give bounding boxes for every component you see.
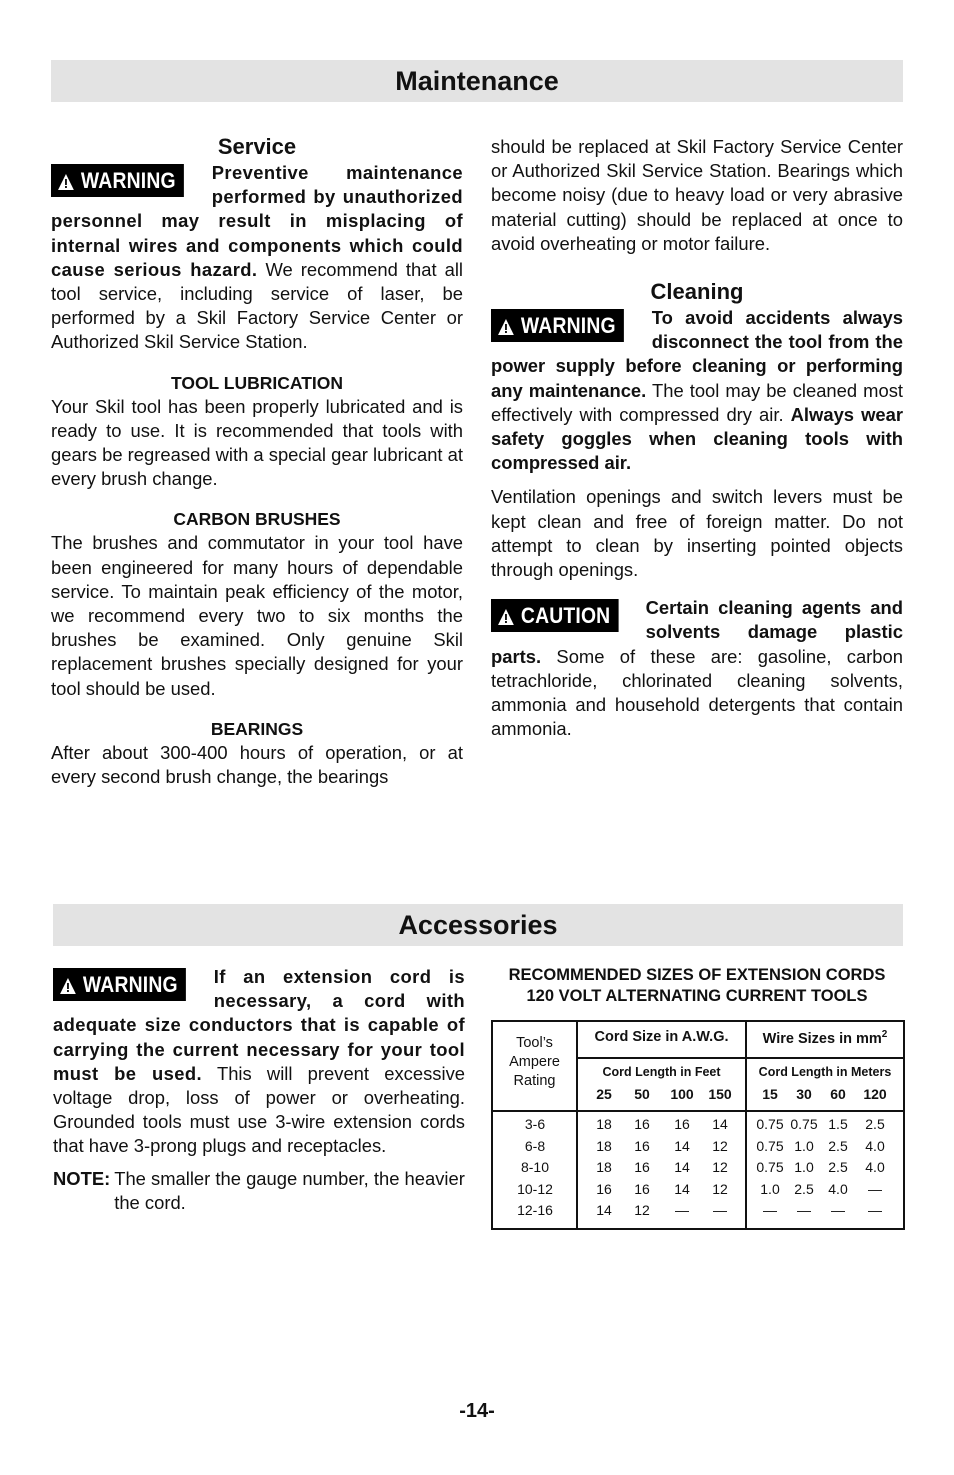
caution-bold: Certain cleaning agents and solvents damage plastic parts. [491, 597, 903, 667]
ampere-rating-header: Tool’s Ampere Rating [509, 1035, 560, 1089]
awg-cell: — [713, 1202, 727, 1219]
note-label: NOTE: [53, 1167, 111, 1189]
mm-cell: 4.0 [828, 1180, 848, 1197]
note [53, 1167, 465, 1215]
mm-cell: 1.0 [760, 1180, 780, 1197]
awg-cell: 16 [634, 1116, 650, 1132]
lubrication-text: Your Skil tool has been properly lubricated and is ready to use. It is recommended that tools with gears be regreased with a special gear lubricant at every brush change. [51, 395, 463, 490]
mm-cell: — [831, 1202, 845, 1219]
service-heading: Service [217, 134, 297, 159]
cleaning-warning-bold: To avoid accidents always disconnect the tool from the power supply before cleaning or performing any maintenance. [491, 307, 903, 401]
mm-cell: 0.75 [756, 1116, 784, 1132]
bearings-continued: should be replaced at Skil Factory Service Center or Authorized Skil Service Station. Bearings which become noisy (due to heavy load or very abrasive material cutting) should be replaced at once to avoid overheating or motor failure. [491, 136, 903, 254]
mm-cell: — [868, 1180, 882, 1197]
mm-cell: 1.0 [794, 1137, 814, 1154]
mm-cell: 2.5 [865, 1116, 885, 1132]
meters-column-header: 60 [830, 1086, 846, 1102]
service-warning-text: We recommend that all tool service, including service of laser, be performed by a Skil Factory Service Center or Authorized Skil Service Station. [51, 258, 463, 353]
brushes-heading: CARBON BRUSHES [173, 509, 341, 530]
caution-text: Some of these are: gasoline, carbon tetrachloride, chlorinated cleaning solvents, ammonia and household detergents that contain ammonia. [491, 645, 903, 740]
ventilation-text: Ventilation openings and switch levers must be kept clean and free of foreign matter. Do not attempt to clean by inserting pointed objects through openings. [491, 486, 903, 581]
ampere-rating-cell: 8-10 [520, 1159, 550, 1176]
mm-cell: — [797, 1202, 811, 1219]
awg-cell: 16 [674, 1116, 690, 1132]
awg-cell: 16 [634, 1159, 650, 1176]
warning-triangle-icon [58, 174, 74, 190]
awg-cell: 16 [634, 1180, 650, 1197]
ampere-rating-cell: 12-16 [517, 1202, 553, 1219]
mm-cell: 4.0 [865, 1159, 885, 1176]
table-title-line2: 120 VOLT ALTERNATING CURRENT TOOLS [526, 987, 868, 1005]
accessories-warning-text: This will prevent excessive voltage drop, loss of power or overheating. Grounded tools must use 3-wire extension cords that have 3-prong plugs and receptacles. [53, 1062, 465, 1157]
caution-paragraph [491, 596, 903, 741]
awg-cell: 14 [674, 1180, 690, 1197]
awg-cell: 16 [596, 1180, 612, 1197]
awg-cell: 14 [674, 1159, 690, 1176]
awg-cell: 12 [634, 1202, 650, 1219]
awg-cell: 12 [712, 1137, 728, 1154]
feet-column-header: 100 [670, 1086, 694, 1102]
mm-cell: 4.0 [865, 1137, 885, 1154]
caution-badge: CAUTION [491, 599, 618, 632]
meters-column-header: 15 [762, 1086, 778, 1102]
maintenance-left-column [51, 133, 463, 789]
awg-header: Cord Size in A.W.G. [594, 1029, 729, 1045]
mm-cell: — [868, 1202, 882, 1219]
warning-badge: WARNING [51, 164, 184, 197]
feet-column-header: 50 [634, 1086, 650, 1102]
awg-cell: 12 [712, 1159, 728, 1176]
mm-cell: — [763, 1202, 777, 1219]
extension-cord-table [491, 1020, 905, 1230]
awg-cell: 14 [596, 1202, 612, 1219]
accessories-warning-paragraph [53, 965, 465, 1159]
awg-cell: 14 [674, 1137, 690, 1154]
mm-cell: 1.0 [794, 1159, 814, 1176]
service-warning-bold: Preventive maintenance performed by unauthorized personnel may result in misplacing of internal wires and components which could cause serious hazard. [51, 162, 463, 280]
warning-triangle-icon [60, 978, 76, 994]
awg-cell: 12 [712, 1180, 728, 1197]
table-title-line1: RECOMMENDED SIZES OF EXTENSION CORDS [508, 966, 886, 984]
warning-badge: WARNING [491, 309, 624, 342]
brushes-text: The brushes and commutator in your tool have been engineered for many hours of dependable service. To maintain peak efficiency of the motor, we recommend every two to six months the brushes be examined. Only genuine Skil replacement brushes specially designed for your tool should be used. [51, 532, 463, 699]
awg-cell: — [675, 1202, 689, 1219]
mm-cell: 1.5 [828, 1116, 848, 1132]
mm-cell: 0.75 [756, 1137, 784, 1154]
awg-cell: 18 [596, 1137, 612, 1154]
accessories-title: Accessories [53, 904, 903, 946]
ampere-rating-cell: 3-6 [524, 1116, 546, 1132]
mm-cell: 2.5 [828, 1159, 848, 1176]
bearings-text: After about 300-400 hours of operation, or at every second brush change, the bearings [51, 741, 463, 788]
awg-cell: 18 [596, 1159, 612, 1176]
cleaning-heading: Cleaning [650, 279, 744, 305]
cleaning-warning-bold2: Always wear safety goggles when cleaning tools with compressed air. [491, 403, 903, 474]
feet-column-header: 25 [596, 1086, 612, 1102]
feet-header: Cord Length in Feet [602, 1065, 721, 1079]
mm-cell: 0.75 [756, 1159, 784, 1176]
mm-cell: 2.5 [828, 1137, 848, 1154]
warning-triangle-icon [498, 319, 514, 335]
awg-cell: 18 [596, 1116, 612, 1132]
awg-cell: 16 [634, 1137, 650, 1154]
accessories-left-column [53, 965, 465, 1215]
warning-badge: WARNING [53, 968, 186, 1001]
lubrication-heading: TOOL LUBRICATION [170, 372, 344, 393]
mm-cell: 0.75 [790, 1116, 818, 1132]
ampere-rating-cell: 6-8 [524, 1137, 546, 1154]
awg-cell: 14 [712, 1116, 728, 1132]
meters-header: Cord Length in Meters [758, 1065, 892, 1079]
mm-header: Wire Sizes in $mm^2$ [762, 1029, 888, 1047]
maintenance-right-column [491, 135, 903, 741]
bearings-heading: BEARINGS [210, 718, 304, 739]
cleaning-paragraph [491, 306, 903, 475]
meters-column-header: 120 [863, 1086, 887, 1102]
page-number: -14- [459, 1400, 495, 1422]
note-text: The smaller the gauge number, the heavier the cord. [114, 1167, 465, 1213]
feet-column-header: 150 [708, 1086, 732, 1102]
mm-cell: 2.5 [794, 1180, 814, 1197]
warning-triangle-icon [498, 609, 514, 625]
ampere-rating-cell: 10-12 [517, 1180, 553, 1197]
service-paragraph [51, 161, 463, 355]
meters-column-header: 30 [796, 1086, 812, 1102]
cleaning-warning-text: The tool may be cleaned most effectively with compressed dry air. [491, 379, 904, 425]
accessories-warning-bold: If an extension cord is necessary, a cord with adequate size conductors that is capable of carrying the current necessary for your tool must be used. [53, 966, 465, 1084]
maintenance-title: Maintenance [51, 60, 903, 102]
